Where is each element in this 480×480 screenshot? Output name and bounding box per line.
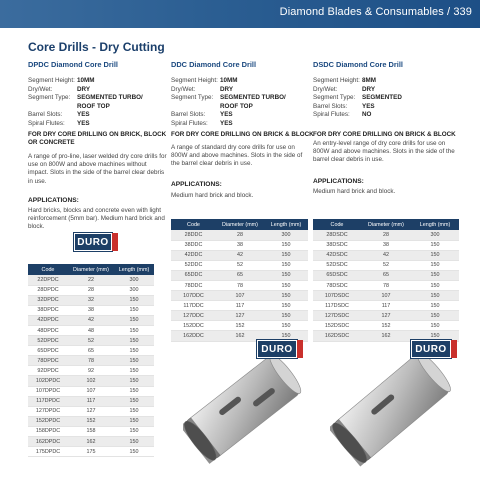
table-row: [28, 426, 154, 436]
column-header-diameter: Diameter (mm): [361, 219, 411, 230]
cell-code: 158DPDC: [28, 426, 68, 436]
spec-label: Segment Type:: [313, 94, 356, 102]
product-title: DPDC Diamond Core Drill: [28, 60, 118, 69]
cell-code: 78DPDC: [28, 356, 68, 366]
cell-length: 150: [114, 346, 154, 356]
spec-row: [28, 86, 166, 95]
spec-row: [313, 94, 451, 103]
cell-length: 150: [264, 331, 308, 341]
cell-code: 117DPDC: [28, 396, 68, 406]
spec-value: YES: [220, 119, 233, 127]
table-row: [171, 301, 308, 311]
spec-label: Dry/Wet:: [313, 85, 338, 93]
table-row: [28, 285, 154, 295]
cell-diameter: 38: [216, 240, 264, 250]
spec-value: SEGMENTED: [362, 94, 402, 102]
cell-diameter: 78: [68, 356, 114, 366]
cell-diameter: 102: [68, 376, 114, 386]
cell-code: 117DDC: [171, 301, 216, 311]
dsdc-core-drill-image: [330, 346, 456, 472]
cell-code: 22DPDC: [28, 275, 68, 285]
spec-row: [171, 77, 309, 86]
page-title: Core Drills - Dry Cutting: [28, 40, 165, 54]
table-row: [28, 416, 154, 426]
cell-diameter: 162: [361, 331, 411, 341]
table-row: [28, 447, 154, 457]
table-row: [313, 321, 459, 331]
spec-row: [171, 120, 309, 129]
cell-length: 150: [114, 356, 154, 366]
cell-diameter: 152: [68, 416, 114, 426]
cell-length: 150: [114, 366, 154, 376]
applications-text: Medium hard brick and block.: [171, 192, 254, 199]
cell-diameter: 22: [68, 275, 114, 285]
cell-diameter: 107: [68, 386, 114, 396]
cell-length: 150: [411, 260, 459, 270]
cell-code: 42DSDC: [313, 250, 361, 260]
duro-logo: [257, 340, 303, 358]
cell-diameter: 117: [216, 301, 264, 311]
dpdc-table: [28, 264, 154, 457]
cell-diameter: 158: [68, 426, 114, 436]
product-title: DDC Diamond Core Drill: [171, 60, 256, 69]
column-header-diameter: Diameter (mm): [68, 264, 114, 275]
spec-label: Barrel Slots:: [171, 111, 206, 119]
cell-length: 150: [114, 386, 154, 396]
table-row: [28, 325, 154, 335]
cell-length: 150: [114, 447, 154, 457]
spec-label: Segment Type:: [171, 94, 214, 102]
cell-code: 38DPDC: [28, 305, 68, 315]
cell-diameter: 42: [68, 315, 114, 325]
cell-length: 150: [114, 406, 154, 416]
column-header-length: Length (mm): [114, 264, 154, 275]
table-row: [171, 230, 308, 240]
table-row: [28, 315, 154, 325]
table-row: [28, 275, 154, 285]
spec-row: [313, 77, 451, 86]
cell-code: 152DSDC: [313, 321, 361, 331]
spec-label: Spiral Flutes:: [28, 119, 65, 127]
table-row: [313, 301, 459, 311]
table-row: [28, 386, 154, 396]
section-heading: FOR DRY CORE DRILLING ON BRICK, BLOCK OR CONCRETE: [28, 131, 167, 146]
cell-code: 52DSDC: [313, 260, 361, 270]
table-row: [171, 280, 308, 290]
cell-length: 150: [264, 311, 308, 321]
spec-row: [313, 103, 451, 112]
product-description: A range of pro-line, laser welded dry core drills for use on 800W and above machines without impact. Slots in the side of the barrel clear debris in use.: [28, 153, 167, 185]
duro-logo-tab: [112, 233, 118, 251]
applications-title: APPLICATIONS:: [171, 181, 222, 188]
spec-label: Dry/Wet:: [28, 85, 53, 93]
product-description: A range of standard dry core drills for use on 800W and above machines. Slots in the side of the barrel clear debris in use.: [171, 144, 303, 168]
spec-row: [171, 94, 309, 111]
spec-label: Segment Height:: [313, 77, 360, 84]
table-row: [28, 396, 154, 406]
cell-code: 38DDC: [171, 240, 216, 250]
cell-code: 102DPDC: [28, 376, 68, 386]
cell-diameter: 42: [361, 250, 411, 260]
table-row: [313, 240, 459, 250]
spec-label: Segment Height:: [171, 77, 218, 84]
spec-row: [313, 111, 451, 120]
header-bar: [0, 0, 480, 28]
cell-length: 300: [411, 230, 459, 240]
cell-diameter: 28: [361, 230, 411, 240]
table-row: [28, 336, 154, 346]
cell-length: 150: [264, 260, 308, 270]
cell-diameter: 65: [361, 270, 411, 280]
column-header-code: Code: [313, 219, 361, 230]
cell-length: 150: [411, 321, 459, 331]
cell-code: 38DSDC: [313, 240, 361, 250]
spec-value: SEGMENTED TURBO/ ROOF TOP: [77, 94, 143, 110]
duro-logo-wordmark: DURO: [411, 340, 451, 358]
ddc-table: [171, 219, 308, 342]
cell-code: 117DSDC: [313, 301, 361, 311]
cell-code: 32DPDC: [28, 295, 68, 305]
cell-length: 150: [411, 240, 459, 250]
column-header-code: Code: [28, 264, 68, 275]
table-row: [313, 260, 459, 270]
cell-length: 150: [411, 311, 459, 321]
spec-value: DRY: [220, 85, 234, 93]
table-row: [28, 305, 154, 315]
cell-length: 150: [264, 270, 308, 280]
spec-value: NO: [362, 111, 372, 119]
table-row: [313, 291, 459, 301]
spec-label: Spiral Flutes:: [171, 119, 208, 127]
cell-code: 107DDC: [171, 291, 216, 301]
section-heading: FOR DRY CORE DRILLING ON BRICK & BLOCK: [313, 131, 456, 138]
table-header-row: [28, 264, 154, 275]
cell-length: 150: [411, 280, 459, 290]
cell-diameter: 52: [216, 260, 264, 270]
cell-code: 162DDC: [171, 331, 216, 341]
table-row: [171, 260, 308, 270]
cell-diameter: 117: [361, 301, 411, 311]
cell-length: 150: [114, 315, 154, 325]
table-row: [28, 406, 154, 416]
table-header-row: [313, 219, 459, 230]
cell-diameter: 65: [216, 270, 264, 280]
cell-code: 162DPDC: [28, 437, 68, 447]
duro-logo-tab: [451, 340, 457, 358]
table-row: [171, 270, 308, 280]
cell-code: 65DSDC: [313, 270, 361, 280]
applications-title: APPLICATIONS:: [28, 197, 79, 204]
cell-length: 150: [264, 250, 308, 260]
cell-code: 28DSDC: [313, 230, 361, 240]
cell-diameter: 162: [216, 331, 264, 341]
spec-label: Barrel Slots:: [28, 111, 63, 119]
cell-length: 150: [411, 301, 459, 311]
cell-diameter: 65: [68, 346, 114, 356]
cell-length: 150: [411, 250, 459, 260]
cell-length: 150: [114, 325, 154, 335]
cell-code: 52DDC: [171, 260, 216, 270]
cell-length: 150: [114, 437, 154, 447]
cell-diameter: 152: [361, 321, 411, 331]
spec-value: YES: [77, 119, 90, 127]
table-row: [28, 295, 154, 305]
dsdc-table: [313, 219, 459, 342]
spec-list: [313, 77, 451, 120]
cell-code: 152DPDC: [28, 416, 68, 426]
cell-code: 42DPDC: [28, 315, 68, 325]
cell-code: 65DPDC: [28, 346, 68, 356]
cell-length: 150: [114, 336, 154, 346]
table-row: [28, 366, 154, 376]
spec-label: Segment Height:: [28, 77, 75, 84]
cell-diameter: 127: [361, 311, 411, 321]
spec-value: 10MM: [220, 77, 238, 84]
spec-row: [28, 120, 166, 129]
cell-code: 78DSDC: [313, 280, 361, 290]
cell-length: 150: [264, 280, 308, 290]
duro-logo: [411, 340, 457, 358]
column-header-code: Code: [171, 219, 216, 230]
cell-length: 150: [114, 376, 154, 386]
cell-diameter: 175: [68, 447, 114, 457]
cell-code: 107DSDC: [313, 291, 361, 301]
cell-length: 150: [114, 396, 154, 406]
spec-value: DRY: [77, 85, 91, 93]
cell-diameter: 52: [361, 260, 411, 270]
cell-code: 28DDC: [171, 230, 216, 240]
cell-code: 162DSDC: [313, 331, 361, 341]
table-row: [313, 280, 459, 290]
applications-text: Hard bricks, blocks and concrete even with light reinforcement (5mm bar). Medium hard brick and block.: [28, 207, 165, 231]
cell-length: 150: [264, 321, 308, 331]
cell-code: 78DDC: [171, 280, 216, 290]
applications-text: Medium hard brick and block.: [313, 188, 396, 195]
cell-diameter: 107: [216, 291, 264, 301]
table-row: [171, 311, 308, 321]
cell-code: 48DPDC: [28, 325, 68, 335]
cell-length: 150: [264, 291, 308, 301]
cell-diameter: 152: [216, 321, 264, 331]
cell-diameter: 38: [361, 240, 411, 250]
cell-code: 127DDC: [171, 311, 216, 321]
cell-length: 300: [264, 230, 308, 240]
cell-length: 150: [411, 291, 459, 301]
spec-row: [171, 86, 309, 95]
table-row: [171, 240, 308, 250]
column-header-length: Length (mm): [264, 219, 308, 230]
cell-diameter: 117: [68, 396, 114, 406]
column-header-diameter: Diameter (mm): [216, 219, 264, 230]
cell-length: 150: [411, 270, 459, 280]
spec-value: YES: [77, 111, 90, 119]
spec-row: [171, 111, 309, 120]
cell-diameter: 32: [68, 295, 114, 305]
header-title: Diamond Blades & Consumables / 339: [279, 6, 472, 18]
cell-code: 65DDC: [171, 270, 216, 280]
cell-diameter: 52: [68, 336, 114, 346]
duro-logo-tab: [297, 340, 303, 358]
spec-value: DRY: [362, 85, 376, 93]
section-heading: FOR DRY CORE DRILLING ON BRICK & BLOCK: [171, 131, 314, 138]
cell-code: 175DPDC: [28, 447, 68, 457]
table-row: [28, 437, 154, 447]
cell-length: 150: [114, 426, 154, 436]
table-row: [28, 356, 154, 366]
spec-row: [28, 111, 166, 120]
cell-diameter: 78: [361, 280, 411, 290]
spec-list: [28, 77, 166, 129]
product-column-dsdc: [313, 60, 451, 120]
cell-code: 28DPDC: [28, 285, 68, 295]
table-row: [171, 291, 308, 301]
table-row: [28, 376, 154, 386]
spec-label: Barrel Slots:: [313, 102, 348, 110]
cell-diameter: 28: [68, 285, 114, 295]
applications-title: APPLICATIONS:: [313, 178, 364, 185]
ddc-core-drill-image: [183, 348, 309, 472]
spec-value: YES: [362, 102, 375, 110]
cell-code: 42DDC: [171, 250, 216, 260]
product-column-ddc: [171, 60, 309, 129]
column-header-length: Length (mm): [411, 219, 459, 230]
duro-logo: [74, 233, 118, 251]
table-row: [171, 321, 308, 331]
cell-diameter: 28: [216, 230, 264, 240]
spec-row: [28, 77, 166, 86]
cell-diameter: 42: [216, 250, 264, 260]
cell-code: 52DPDC: [28, 336, 68, 346]
cell-length: 150: [114, 295, 154, 305]
cell-diameter: 38: [68, 305, 114, 315]
cell-code: 127DPDC: [28, 406, 68, 416]
spec-label: Dry/Wet:: [171, 85, 196, 93]
table-row: [313, 250, 459, 260]
spec-label: Segment Type:: [28, 94, 71, 102]
spec-row: [28, 94, 166, 111]
cell-diameter: 127: [216, 311, 264, 321]
spec-row: [313, 86, 451, 95]
cell-code: 92DPDC: [28, 366, 68, 376]
table-row: [171, 250, 308, 260]
cell-length: 150: [114, 416, 154, 426]
table-row: [313, 270, 459, 280]
product-column-dpdc: [28, 60, 166, 129]
cell-diameter: 92: [68, 366, 114, 376]
table-header-row: [171, 219, 308, 230]
spec-label: Spiral Flutes:: [313, 111, 350, 119]
cell-code: 127DSDC: [313, 311, 361, 321]
cell-code: 107DPDC: [28, 386, 68, 396]
cell-diameter: 48: [68, 325, 114, 335]
duro-logo-wordmark: DURO: [74, 233, 112, 251]
cell-diameter: 127: [68, 406, 114, 416]
table-row: [313, 311, 459, 321]
product-description: An entry-level range of dry core drills for use on 800W and above machines. Slots in the side of the barrel clear debris in use.: [313, 140, 455, 164]
spec-value: 8MM: [362, 77, 376, 84]
table-row: [313, 230, 459, 240]
cell-code: 152DDC: [171, 321, 216, 331]
table-row: [28, 346, 154, 356]
cell-diameter: 78: [216, 280, 264, 290]
cell-length: 150: [411, 331, 459, 341]
spec-value: 10MM: [77, 77, 95, 84]
cell-length: 150: [264, 240, 308, 250]
spec-value: SEGMENTED TURBO/ ROOF TOP: [220, 94, 286, 110]
product-title: DSDC Diamond Core Drill: [313, 60, 403, 69]
cell-length: 150: [264, 301, 308, 311]
cell-diameter: 162: [68, 437, 114, 447]
spec-value: YES: [220, 111, 233, 119]
duro-logo-wordmark: DURO: [257, 340, 297, 358]
cell-length: 300: [114, 285, 154, 295]
cell-length: 150: [114, 305, 154, 315]
spec-list: [171, 77, 309, 129]
cell-length: 300: [114, 275, 154, 285]
cell-diameter: 107: [361, 291, 411, 301]
